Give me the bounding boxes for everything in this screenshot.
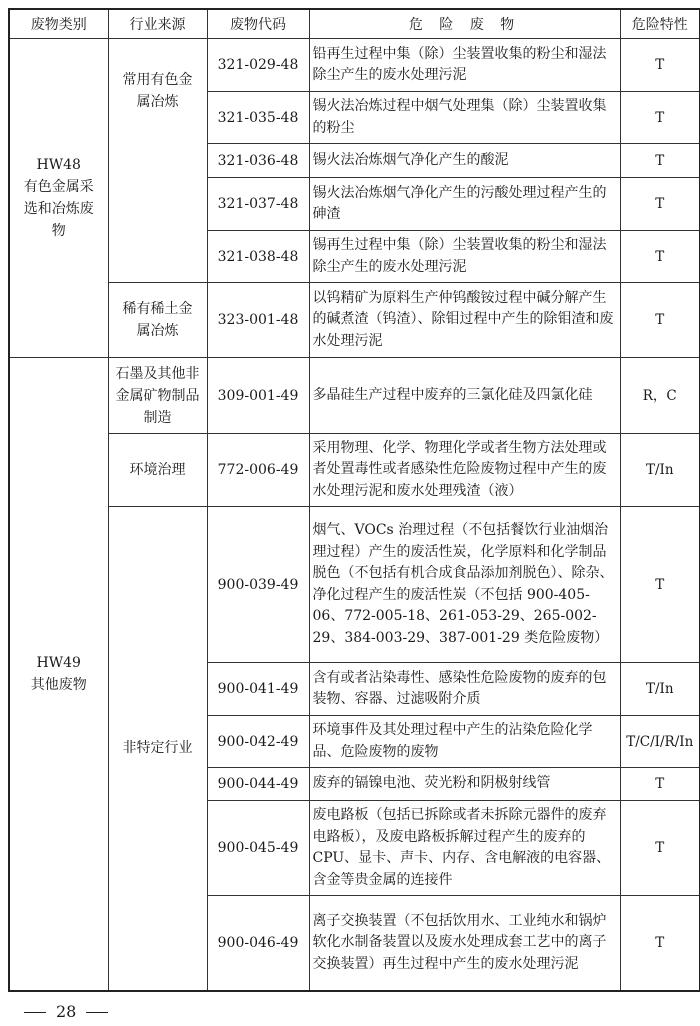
waste-description: 采用物理、化学、物理化学或者生物方法处理或者处置毒性或者感染性危险废物过程中产生的废水处理污泥和废水处理残渣（液） xyxy=(309,434,620,507)
category-cell-hw49 xyxy=(9,358,108,991)
waste-code: 323-001-48 xyxy=(207,283,309,358)
table-header-row xyxy=(9,9,700,39)
waste-description: 多晶硅生产过程中废弃的三氯化硅及四氯化硅 xyxy=(309,358,620,434)
table-row xyxy=(9,358,700,434)
waste-code: 321-036-48 xyxy=(207,144,309,178)
hazard-characteristic: T xyxy=(620,801,700,896)
waste-description: 离子交换装置（不包括饮用水、工业纯水和锅炉软化水制备装置以及废水处理成套工艺中的离子交换装置）再生过程中产生的废水处理污泥 xyxy=(309,896,620,991)
waste-description: 锡火法冶炼烟气净化产生的污酸处理过程产生的砷渣 xyxy=(309,178,620,231)
waste-code: 321-037-48 xyxy=(207,178,309,231)
hazard-characteristic: R，C xyxy=(620,358,700,434)
header-category: 废物类别 xyxy=(9,9,108,39)
table-row xyxy=(9,283,700,358)
waste-description: 以钨精矿为原料生产仲钨酸铵过程中碱分解产生的碱煮渣（钨渣）、除钼过程中产生的除钼渣和废水处理污泥 xyxy=(309,283,620,358)
table-row xyxy=(9,39,700,92)
hazard-characteristic: T xyxy=(620,144,700,178)
waste-description: 锡火法冶炼过程中烟气处理集（除）尘装置收集的粉尘 xyxy=(309,92,620,144)
table-row xyxy=(9,507,700,663)
source-cell: 常用有色金属冶炼 xyxy=(108,39,207,283)
page-footer xyxy=(14,1002,118,1021)
waste-code: 900-045-49 xyxy=(207,801,309,896)
category-code: HW49 xyxy=(36,654,81,671)
source-cell: 石墨及其他非金属矿物制品制造 xyxy=(108,358,207,434)
source-cell: 非特定行业 xyxy=(108,507,207,991)
waste-code: 900-042-49 xyxy=(207,716,309,768)
hazard-characteristic: T xyxy=(620,231,700,283)
waste-description: 废弃的镉镍电池、荧光粉和阴极射线管 xyxy=(309,768,620,801)
waste-description: 烟气、VOCs 治理过程（不包括餐饮行业油烟治理过程）产生的废活性炭，化学原料和化学制品脱色（不包括有机合成食品添加剂脱色）、除杂、净化过程产生的废活性炭（不包括 900-405-06、772-005-18、261-053-29、265-002-29、384-003-29、387-001-29 类危险废物） xyxy=(309,507,620,663)
hazard-characteristic: T/In xyxy=(620,663,700,716)
hazard-characteristic: T xyxy=(620,283,700,358)
hazard-characteristic: T/In xyxy=(620,434,700,507)
category-code: HW48 xyxy=(36,157,81,173)
waste-description: 锡火法冶炼烟气净化产生的酸泥 xyxy=(309,144,620,178)
category-name: 其他废物 xyxy=(30,676,87,693)
waste-code: 900-044-49 xyxy=(207,768,309,801)
waste-code: 309-001-49 xyxy=(207,358,309,434)
category-cell-hw48 xyxy=(9,39,108,358)
header-characteristic: 危险特性 xyxy=(620,9,700,39)
waste-description: 铅再生过程中集（除）尘装置收集的粉尘和湿法除尘产生的废水处理污泥 xyxy=(309,39,620,92)
hazard-characteristic: T xyxy=(620,896,700,991)
waste-description: 含有或者沾染毒性、感染性危险废物的废弃的包装物、容器、过滤吸附介质 xyxy=(309,663,620,716)
footer-dash-left xyxy=(24,1012,46,1013)
waste-description: 锡再生过程中集（除）尘装置收集的粉尘和湿法除尘产生的废水处理污泥 xyxy=(309,231,620,283)
table-row xyxy=(9,434,700,507)
source-cell: 稀有稀土金属冶炼 xyxy=(108,283,207,358)
waste-code: 321-029-48 xyxy=(207,39,309,92)
waste-code: 321-035-48 xyxy=(207,92,309,144)
category-name: 有色金属采选和冶炼废物 xyxy=(23,179,94,239)
hazard-characteristic: T/C/I/R/In xyxy=(620,716,700,768)
waste-description: 环境事件及其处理过程中产生的沾染危险化学品、危险废物的废物 xyxy=(309,716,620,768)
source-cell: 环境治理 xyxy=(108,434,207,507)
footer-dash-right xyxy=(86,1012,108,1013)
waste-code: 772-006-49 xyxy=(207,434,309,507)
hazard-characteristic: T xyxy=(620,507,700,663)
page-number: 28 xyxy=(56,1002,77,1021)
waste-code: 900-041-49 xyxy=(207,663,309,716)
header-source: 行业来源 xyxy=(108,9,207,39)
waste-code: 900-046-49 xyxy=(207,896,309,991)
waste-code: 321-038-48 xyxy=(207,231,309,283)
hazardous-waste-table xyxy=(8,8,700,992)
hazard-characteristic: T xyxy=(620,92,700,144)
waste-code: 900-039-49 xyxy=(207,507,309,663)
hazard-characteristic: T xyxy=(620,178,700,231)
hazard-characteristic: T xyxy=(620,768,700,801)
header-code: 废物代码 xyxy=(207,9,309,39)
waste-description: 废电路板（包括已拆除或者未拆除元器件的废弃电路板），及废电路板拆解过程产生的废弃的 CPU、显卡、声卡、内存、含电解液的电容器、含金等贵金属的连接件 xyxy=(309,801,620,896)
hazard-characteristic: T xyxy=(620,39,700,92)
header-waste: 危 险 废 物 xyxy=(309,9,620,39)
